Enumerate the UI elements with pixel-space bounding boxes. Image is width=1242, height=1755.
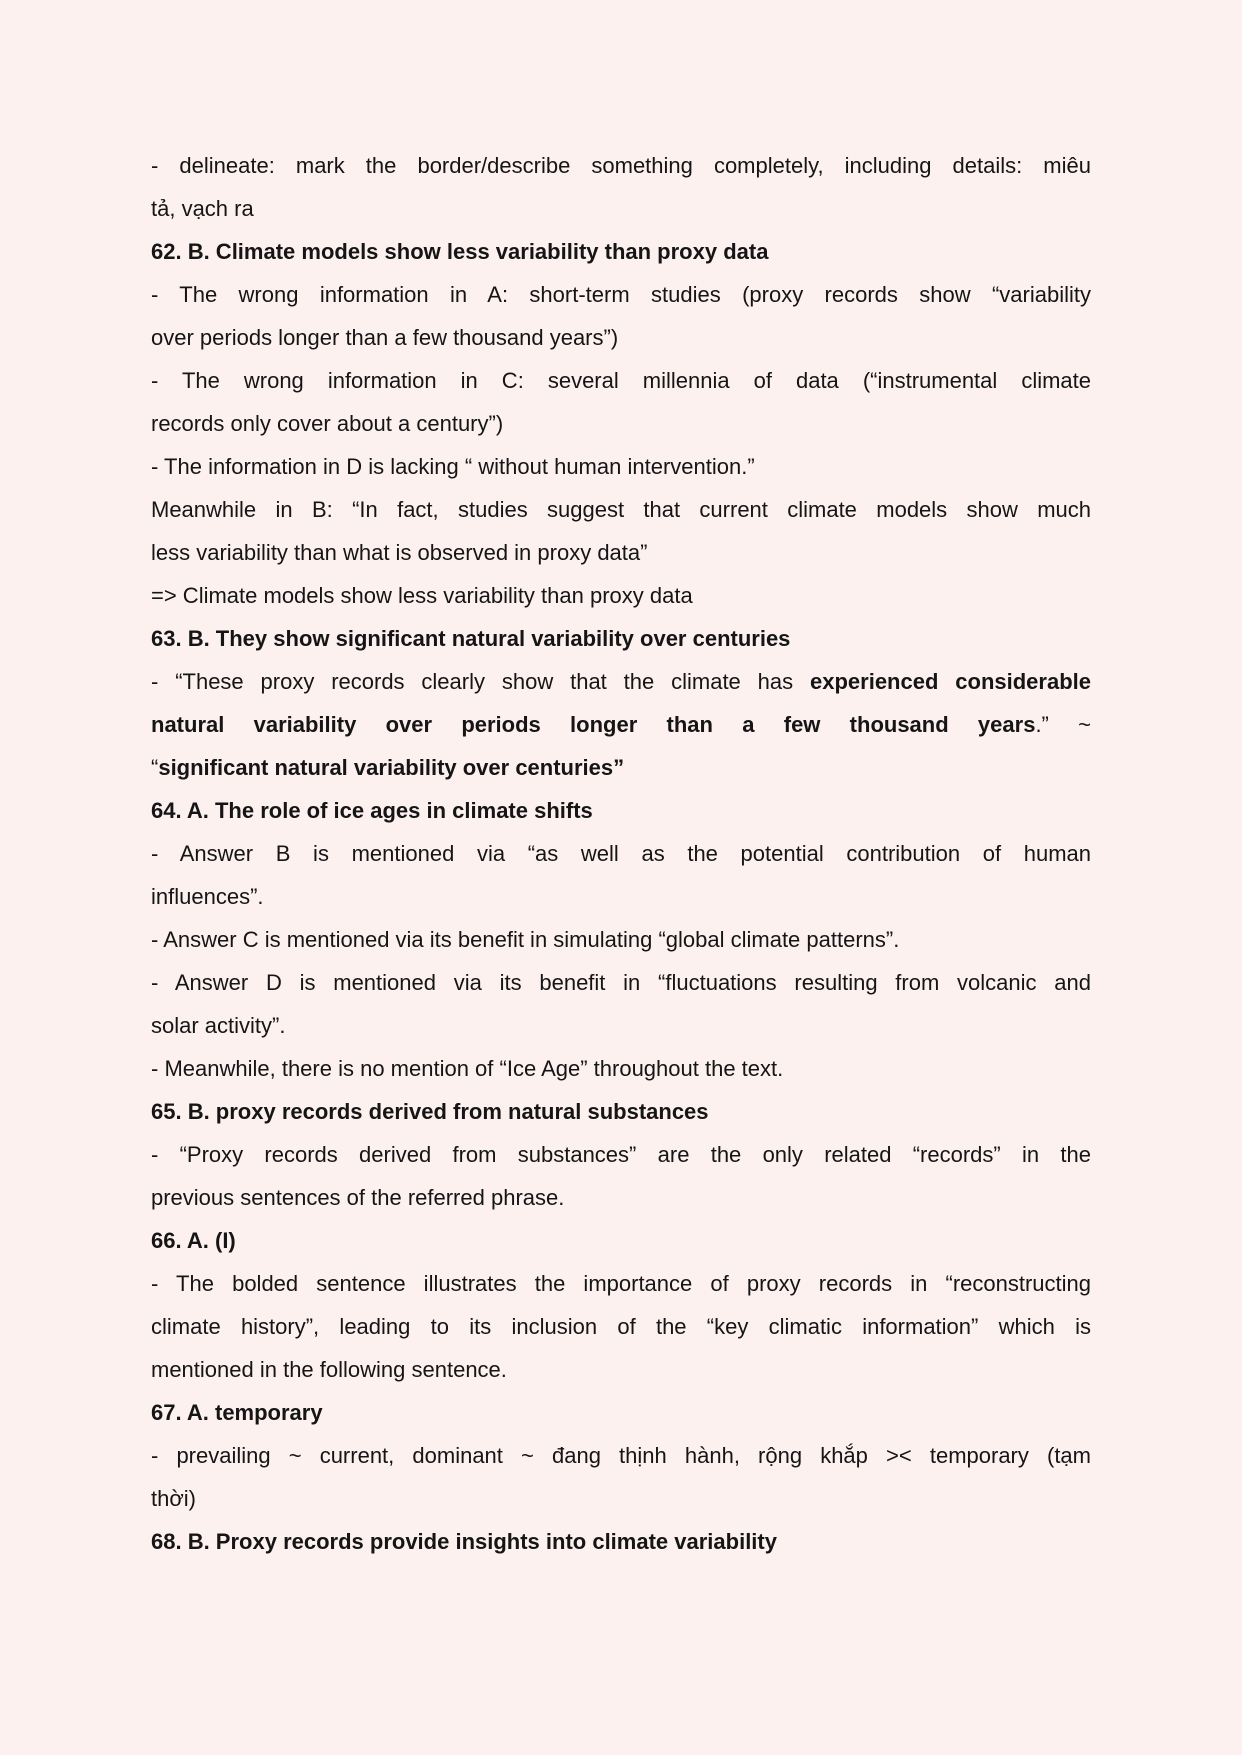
bold-segment: natural variability over periods longer than a few thousand years	[151, 712, 1036, 737]
text-segment: - “These proxy records clearly show that the climate has	[151, 669, 810, 694]
text-line: previous sentences of the referred phrase.	[151, 1185, 565, 1210]
text-line: - The bolded sentence illustrates the importance of proxy records in “reconstructing	[151, 1271, 1091, 1296]
text-line: over periods longer than a few thousand years”)	[151, 325, 619, 350]
answer-heading: 62. B. Climate models show less variability than proxy data	[151, 239, 769, 264]
text-line: - Answer D is mentioned via its benefit in “fluctuations resulting from volcanic and	[151, 970, 1091, 995]
answer-heading: 66. A. (I)	[151, 1228, 236, 1253]
text-line	[151, 660, 1091, 703]
answer-heading: 64. A. The role of ice ages in climate shifts	[151, 798, 593, 823]
text-line: influences”.	[151, 884, 264, 909]
text-line: climate history”, leading to its inclusion of the “key climatic information” which is	[151, 1314, 1091, 1339]
text-segment: “	[151, 755, 159, 780]
answer-heading: 67. A. temporary	[151, 1400, 323, 1425]
answer-heading: 63. B. They show significant natural variability over centuries	[151, 626, 791, 651]
text-line: - The information in D is lacking “ without human intervention.”	[151, 454, 755, 479]
text-line: less variability than what is observed in proxy data”	[151, 540, 648, 565]
text-line: - Answer B is mentioned via “as well as the potential contribution of human	[151, 841, 1091, 866]
text-line: - “Proxy records derived from substances” are the only related “records” in the	[151, 1142, 1091, 1167]
text-line: - Meanwhile, there is no mention of “Ice Age” throughout the text.	[151, 1056, 784, 1081]
bold-segment: significant natural variability over centuries”	[158, 755, 625, 780]
text-line	[151, 703, 1091, 746]
text-line: - Answer C is mentioned via its benefit in simulating “global climate patterns”.	[151, 927, 900, 952]
text-line: => Climate models show less variability than proxy data	[151, 583, 693, 608]
text-segment: .” ~	[1035, 712, 1091, 737]
text-line: mentioned in the following sentence.	[151, 1357, 507, 1382]
text-line: solar activity”.	[151, 1013, 286, 1038]
answer-heading: 65. B. proxy records derived from natural substances	[151, 1099, 709, 1124]
bold-segment: experienced considerable	[810, 669, 1091, 694]
text-line: records only cover about a century”)	[151, 411, 504, 436]
text-line: - delineate: mark the border/describe something completely, including details: miêu	[151, 153, 1091, 178]
text-line: tả, vạch ra	[151, 196, 254, 221]
text-line: - The wrong information in C: several millennia of data (“instrumental climate	[151, 368, 1091, 393]
text-line: - prevailing ~ current, dominant ~ đang thịnh hành, rộng khắp >< temporary (tạm	[151, 1443, 1091, 1468]
answer-heading: 68. B. Proxy records provide insights into climate variability	[151, 1529, 777, 1554]
text-line	[151, 746, 1091, 789]
text-line: Meanwhile in B: “In fact, studies suggest that current climate models show much	[151, 497, 1091, 522]
text-line: thời)	[151, 1486, 196, 1511]
text-line: - The wrong information in A: short-term studies (proxy records show “variability	[151, 282, 1091, 307]
